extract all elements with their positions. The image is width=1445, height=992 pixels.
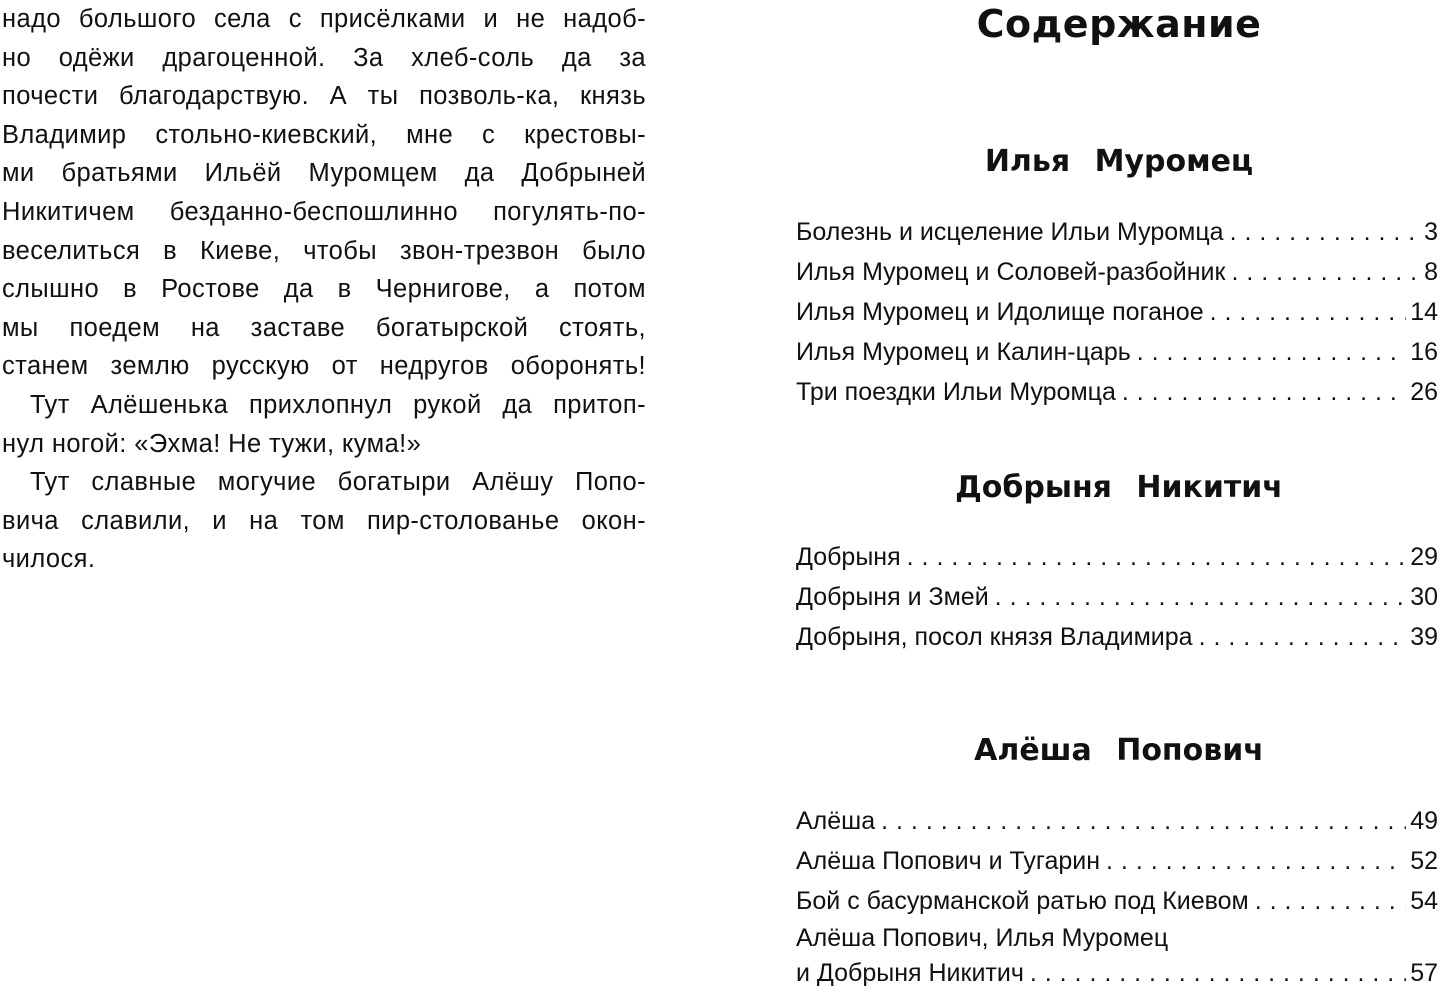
text-line: веселиться в Киеве, чтобы звон-трезвон было	[2, 236, 646, 265]
toc-entry-label: Илья Муромец и Идолище поганое	[796, 298, 1204, 326]
toc-entry-label: Болезнь и исцеление Ильи Муромца	[796, 218, 1224, 246]
toc-entry-label-line2: и Добрыня Никитич	[796, 959, 1024, 987]
toc-entry[interactable]	[796, 537, 1438, 577]
toc-entry-page: 8	[1424, 258, 1438, 286]
leader-dots	[1030, 955, 1406, 991]
text-line: Тут Алёшенька прихлопнул рукой да притоп-	[30, 390, 646, 419]
leader-dots	[1230, 212, 1421, 252]
toc-entry[interactable]	[796, 212, 1438, 252]
text-line: Тут славные могучие богатыри Алёшу Попо-	[30, 468, 646, 497]
leader-dots	[1122, 372, 1406, 412]
text-line: слышно в Ростове да в Чернигове, а потом	[2, 275, 646, 304]
toc-entry-label: Добрыня, посол князя Владимира	[796, 623, 1193, 651]
leader-dots	[881, 801, 1406, 841]
toc-section-ilya	[796, 212, 1438, 412]
text-line: станем землю русскую от недругов оборонять!	[2, 352, 646, 381]
leader-dots	[1137, 332, 1406, 372]
toc-entry-label: Илья Муромец и Соловей-разбойник	[796, 258, 1226, 286]
section-heading-alyosha: Алёша Попович	[974, 733, 1264, 768]
toc-section-dobrynya	[796, 537, 1438, 657]
toc-entry-page: 39	[1410, 623, 1438, 651]
toc-entry[interactable]	[796, 372, 1438, 412]
toc-entry[interactable]	[796, 841, 1438, 881]
text-line: ми братьями Ильёй Муромцем да Добрыней	[2, 159, 646, 188]
toc-entry[interactable]	[796, 292, 1438, 332]
toc-title: Содержание	[976, 2, 1262, 46]
text-line: Никитичем безданно-беспошлинно погулять-по-	[2, 197, 646, 226]
toc-entry-page: 30	[1410, 583, 1438, 611]
leader-dots	[1210, 292, 1407, 332]
toc-entry[interactable]	[796, 577, 1438, 617]
toc-entry-label: Бой с басурманской ратью под Киевом	[796, 887, 1249, 915]
toc-section-alyosha	[796, 801, 1438, 991]
toc-entry-page: 57	[1410, 959, 1438, 987]
section-heading-ilya: Илья Муромец	[984, 144, 1254, 179]
leader-dots	[995, 577, 1407, 617]
leader-dots	[1199, 617, 1407, 657]
text-line: Владимир стольно-киевский, мне с крестовы-	[2, 120, 646, 149]
toc-entry-page: 16	[1410, 338, 1438, 366]
toc-entry-page: 52	[1410, 847, 1438, 875]
toc-entry-page: 29	[1410, 543, 1438, 571]
toc-entry-label: Алёша	[796, 807, 876, 835]
toc-entry[interactable]	[796, 617, 1438, 657]
toc-entry[interactable]	[796, 921, 1438, 991]
toc-entry-label: Три поездки Ильи Муромца	[796, 378, 1116, 406]
text-line: вича славили, и на том пир-столованье окон-	[2, 506, 646, 535]
section-heading-dobrynya: Добрыня Никитич	[955, 470, 1283, 505]
leader-dots	[907, 537, 1407, 577]
text-line: нул ногой: «Эхма! Не тужи, кума!»	[2, 429, 422, 458]
toc-entry-page: 49	[1410, 807, 1438, 835]
text-line: чилося.	[2, 545, 96, 574]
leader-dots	[1231, 252, 1420, 292]
text-line: но одёжи драгоценной. За хлеб-соль да за	[2, 43, 646, 72]
left-page-text	[2, 0, 646, 579]
toc-entry-page: 3	[1424, 218, 1438, 246]
text-line: надо большого села с присёлками и не надоб-	[2, 5, 646, 33]
toc-entry-label: Добрыня и Змей	[796, 583, 989, 611]
toc-entry-label-line1: Алёша Попович, Илья Муромец	[796, 924, 1169, 952]
toc-entry[interactable]	[796, 252, 1438, 292]
toc-entry-page: 14	[1410, 298, 1438, 326]
leader-dots	[1106, 841, 1406, 881]
text-line: почести благодарствую. А ты позволь-ка, князь	[2, 82, 646, 111]
toc-entry-page: 54	[1410, 887, 1438, 915]
leader-dots	[1255, 881, 1406, 921]
toc-entry-label: Алёша Попович и Тугарин	[796, 847, 1101, 875]
toc-entry-label: Илья Муромец и Калин-царь	[796, 338, 1131, 366]
toc-entry[interactable]	[796, 881, 1438, 921]
text-line: мы поедем на заставе богатырской стоять,	[2, 313, 646, 342]
toc-entry[interactable]	[796, 332, 1438, 372]
toc-entry-label: Добрыня	[796, 543, 901, 571]
toc-entry[interactable]	[796, 801, 1438, 841]
toc-entry-page: 26	[1410, 378, 1438, 406]
